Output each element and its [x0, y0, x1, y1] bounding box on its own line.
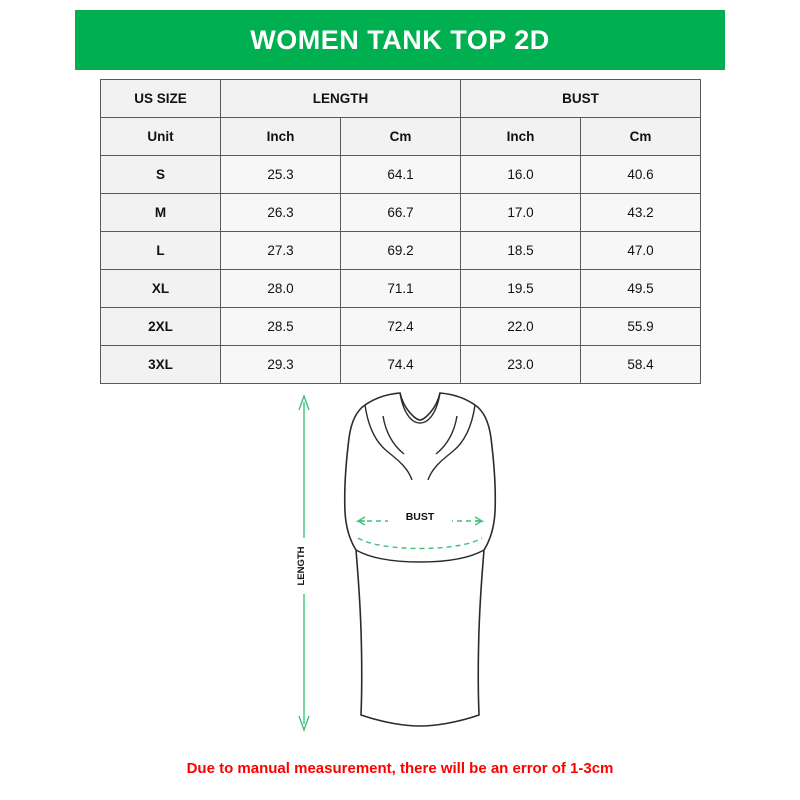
cell-bust-inch: 17.0: [461, 194, 581, 232]
cell-length-cm: 72.4: [341, 308, 461, 346]
table-row: [101, 308, 701, 346]
table-group-header-row: [101, 80, 701, 118]
cell-length-inch: 29.3: [221, 346, 341, 384]
cell-bust-inch: 16.0: [461, 156, 581, 194]
size-table-container: [100, 79, 700, 384]
cell-size: 3XL: [101, 346, 221, 384]
cell-bust-cm: 49.5: [581, 270, 701, 308]
unit-length-inch: Inch: [221, 118, 341, 156]
cell-size: L: [101, 232, 221, 270]
header-bust: BUST: [461, 80, 701, 118]
cell-length-cm: 69.2: [341, 232, 461, 270]
cell-length-cm: 71.1: [341, 270, 461, 308]
cell-length-inch: 26.3: [221, 194, 341, 232]
unit-length-cm: Cm: [341, 118, 461, 156]
cell-length-inch: 28.0: [221, 270, 341, 308]
cell-length-inch: 27.3: [221, 232, 341, 270]
cell-length-cm: 74.4: [341, 346, 461, 384]
cell-bust-cm: 47.0: [581, 232, 701, 270]
header-length: LENGTH: [221, 80, 461, 118]
unit-label: Unit: [101, 118, 221, 156]
length-label: LENGTH: [296, 546, 307, 586]
header-us-size: US SIZE: [101, 80, 221, 118]
table-unit-row: [101, 118, 701, 156]
cell-bust-inch: 23.0: [461, 346, 581, 384]
cell-bust-inch: 18.5: [461, 232, 581, 270]
cell-length-inch: 28.5: [221, 308, 341, 346]
cell-bust-cm: 58.4: [581, 346, 701, 384]
table-row: [101, 232, 701, 270]
bust-label: BUST: [405, 511, 435, 523]
table-body: [101, 156, 701, 384]
unit-bust-cm: Cm: [581, 118, 701, 156]
table-row: [101, 156, 701, 194]
garment-illustration: [270, 390, 570, 740]
size-table: [100, 79, 701, 384]
cell-length-cm: 64.1: [341, 156, 461, 194]
cell-size: M: [101, 194, 221, 232]
table-row: [101, 270, 701, 308]
cell-bust-inch: 22.0: [461, 308, 581, 346]
cell-length-cm: 66.7: [341, 194, 461, 232]
page-title: WOMEN TANK TOP 2D: [250, 24, 550, 55]
cell-bust-cm: 55.9: [581, 308, 701, 346]
cell-bust-inch: 19.5: [461, 270, 581, 308]
measurement-disclaimer: Due to manual measurement, there will be an error of 1-3cm: [186, 760, 614, 777]
cell-size: XL: [101, 270, 221, 308]
page-header: [75, 10, 725, 70]
table-row: [101, 346, 701, 384]
unit-bust-inch: Inch: [461, 118, 581, 156]
table-header: [101, 80, 701, 156]
cell-length-inch: 25.3: [221, 156, 341, 194]
cell-size: 2XL: [101, 308, 221, 346]
cell-size: S: [101, 156, 221, 194]
cell-bust-cm: 40.6: [581, 156, 701, 194]
tank-top-shape: [345, 393, 496, 726]
cell-bust-cm: 43.2: [581, 194, 701, 232]
table-row: [101, 194, 701, 232]
